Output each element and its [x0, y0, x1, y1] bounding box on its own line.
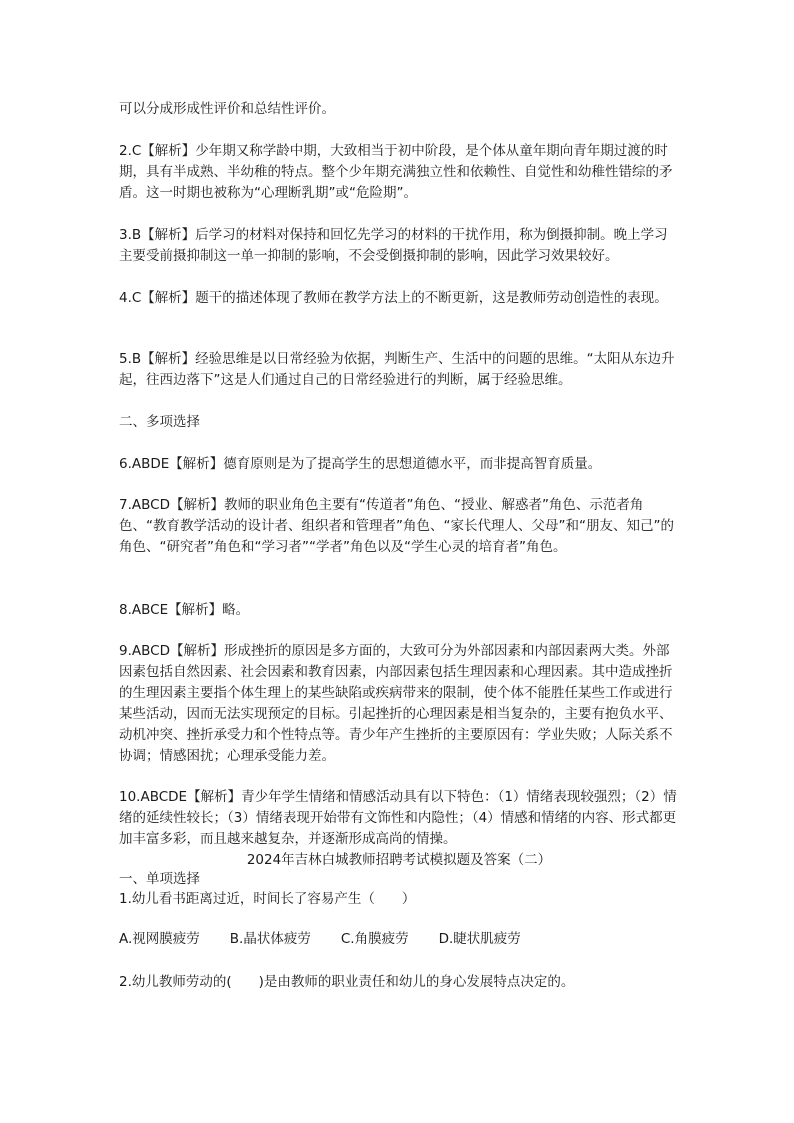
question-2: 2.幼儿教师劳动的( )是由教师的职业责任和幼儿的身心发展特点决定的。	[119, 974, 575, 990]
answer-6: 6.ABDE【解析】德育原则是为了提高学生的思想道德水平，而非提高智育质量。	[119, 456, 602, 472]
section-single-choice: 一、单项选择	[119, 871, 200, 887]
section-multi-choice: 二、多项选择	[119, 414, 200, 430]
answer-5: 5.B【解析】经验思维是以日常经验为依据，判断生产、生活中的问题的思维。“太阳从东边升起，往西边落下”这是人们通过自己的日常经验进行的判断，属于经验思维。	[119, 351, 675, 388]
option-d: D.睫状肌疲劳	[438, 931, 521, 947]
answer-4: 4.C【解析】题干的描述体现了教师在教学方法上的不断更新，这是教师劳动创造性的表现。	[119, 290, 668, 306]
option-a: A.视网膜疲劳	[119, 931, 200, 947]
option-b: B.晶状体疲劳	[229, 931, 311, 947]
answer-2: 2.C【解析】少年期又称学龄中期，大致相当于初中阶段，是个体从童年期向青年期过渡的时期，具有半成熟、半幼稚的特点。整个少年期充满独立性和依赖性、自觉性和幼稚性错综的矛盾。这一时期也被称为“心理断乳期”或“危险期”。	[119, 143, 673, 201]
answer-8: 8.ABCE【解析】略。	[119, 602, 250, 618]
answer-9: 9.ABCD【解析】形成挫折的原因是多方面的，大致可分为外部因素和内部因素两大类。外部因素包括自然因素、社会因素和教育因素，内部因素包括生理因素和心理因素。其中造成挫折的生理因素主要指个体生理上的某些缺陷或疾病带来的限制，使个体不能胜任某些工作或进行某些活动，因而无法实现预定的目标。引起挫折的心理因素是相当复杂的，主要有抱负水平、动机冲突、挫折承受力和个性特点等。青少年产生挫折的主要原因有：学业失败；人际关系不协调；情感困扰；心理承受能力差。	[119, 643, 673, 764]
answer-3: 3.B【解析】后学习的材料对保持和回忆先学习的材料的干扰作用，称为倒摄抑制。晚上学习主要受前摄抑制这一单一抑制的影响，不会受倒摄抑制的影响，因此学习效果较好。	[119, 227, 668, 264]
question-1-options	[119, 929, 551, 950]
answer-7: 7.ABCD【解析】教师的职业角色主要有“传道者”角色、“授业、解惑者”角色、示范者角色、“教育教学活动的设计者、组织者和管理者”角色、“家长代理人、父母”和“朋友、知己”的角色、“研究者”角色和“学习者”“学者”角色以及“学生心灵的培育者”角色。	[119, 497, 674, 555]
answer-1-tail: 可以分成形成性评价和总结性评价。	[119, 101, 335, 117]
answer-10: 10.ABCDE【解析】青少年学生情绪和情感活动具有以下特色：（1）情绪表现较强烈；（2）情绪的延续性较长；（3）情绪表现开始带有文饰性和内隐性；（4）情感和情绪的内容、形式都更加丰富多彩，而且越来越复杂，并逐渐形成高尚的情操。	[119, 789, 677, 847]
question-1: 1.幼儿看书距离过近，时间长了容易产生（ ）	[119, 891, 416, 907]
page-title: 2024年吉林白城教师招聘考试模拟题及答案（二）	[246, 852, 552, 868]
option-c: C.角膜疲劳	[340, 931, 409, 947]
